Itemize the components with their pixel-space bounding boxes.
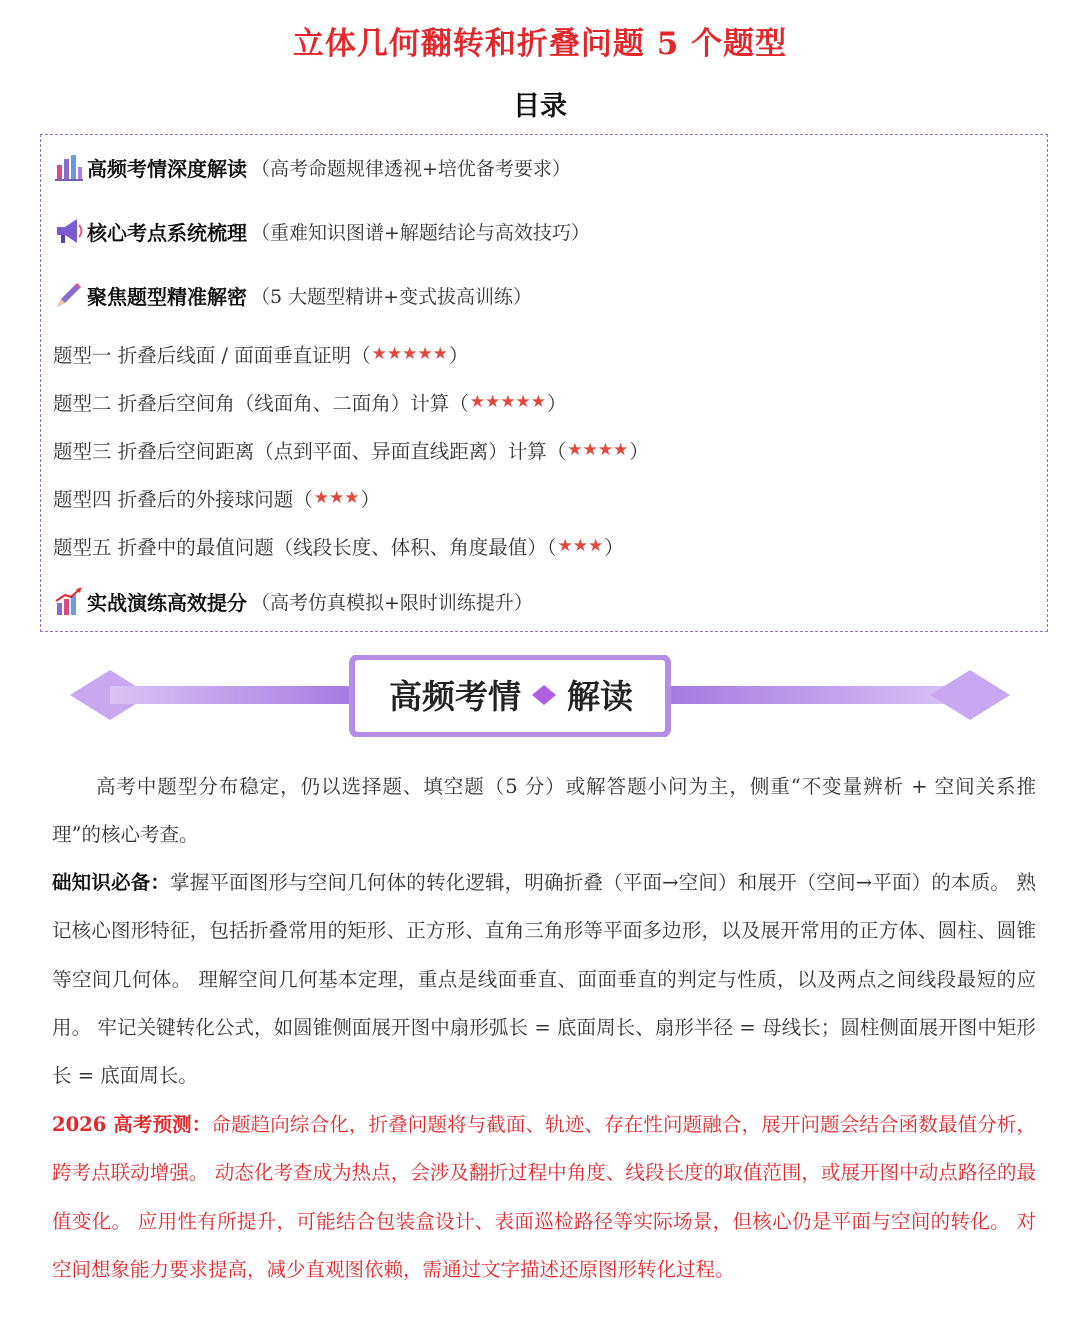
- banner-right-bar: [668, 686, 968, 704]
- star-icon: ★: [582, 439, 598, 460]
- star-icon: ★: [402, 343, 418, 364]
- banner-left-bar: [110, 686, 355, 704]
- difficulty-stars: [313, 487, 360, 508]
- star-icon: ★: [572, 535, 588, 556]
- topic-close: ）: [546, 392, 567, 415]
- toc-heading: 目录: [513, 91, 567, 122]
- toc-section-name: 聚焦题型精准解密: [87, 284, 247, 309]
- star-icon: ★: [484, 391, 501, 412]
- star-icon: ★: [386, 343, 403, 364]
- toc-section-analysis[interactable]: [53, 151, 571, 183]
- paragraph-lead: 础知识必备：: [52, 871, 171, 894]
- star-icon: ★: [530, 391, 546, 412]
- banner-right-diamond: [930, 670, 1010, 720]
- star-icon: ★: [469, 391, 485, 412]
- star-icon: ★: [515, 391, 531, 412]
- table-of-contents: [40, 134, 1048, 632]
- rising-chart-icon: [53, 585, 85, 617]
- star-icon: ★: [371, 343, 387, 364]
- star-icon: ★: [612, 439, 629, 460]
- topic-text: 题型一 折叠后线面 / 面面垂直证明（: [53, 344, 371, 367]
- topic-close: ）: [448, 344, 469, 367]
- topic-item-5[interactable]: [53, 532, 624, 560]
- paragraph-prediction: [52, 1101, 1036, 1294]
- star-icon: ★: [500, 391, 516, 412]
- topic-close: ）: [629, 440, 649, 463]
- banner-text-left: 高频考情: [389, 677, 521, 716]
- section-banner: [0, 655, 1080, 737]
- topic-close: ）: [360, 488, 380, 511]
- topic-text: 题型五 折叠中的最值问题（线段长度、体积、角度最值）（: [53, 536, 557, 559]
- topic-close: ）: [604, 536, 624, 559]
- star-icon: ★: [432, 343, 448, 364]
- toc-section-practice[interactable]: [53, 585, 533, 617]
- topic-text: 题型三 折叠后空间距离（点到平面、异面直线距离）计算（: [53, 440, 567, 463]
- star-icon: ★: [313, 487, 329, 508]
- toc-section-note: （5 大题型精讲+变式拔高训练）: [251, 285, 533, 308]
- toc-section-note: （高考命题规律透视+培优备考要求）: [251, 157, 571, 180]
- banner-text-right: 解读: [567, 677, 633, 716]
- star-icon: ★: [587, 535, 604, 556]
- paragraph-basics: [52, 859, 1036, 1100]
- topic-text: 题型四 折叠后的外接球问题（: [53, 488, 313, 511]
- paragraph-body: 命题趋向综合化，折叠问题将与截面、轨迹、存在性问题融合，展开问题会结合函数最值分析，跨考点联动增强。 动态化考查成为热点，会涉及翻折过程中角度、线段长度的取值范围，或展开图中动点路径的最值变化。 应用性有所提升，可能结合包装盒设计、表面巡检路径等实际场景，但核心仍是平面与空间的转化。 对空间想象能力要求提高，减少直观图依赖，需通过文字描述还原图形转化过程。: [52, 1113, 1036, 1281]
- star-icon: ★: [328, 487, 345, 508]
- star-icon: ★: [597, 439, 613, 460]
- megaphone-icon: [53, 215, 85, 247]
- topic-item-4[interactable]: [53, 484, 380, 512]
- toc-section-name: 高频考情深度解读: [87, 156, 247, 181]
- difficulty-stars: [567, 439, 629, 460]
- star-icon: ★: [344, 487, 360, 508]
- toc-section-knowledge[interactable]: [53, 215, 590, 247]
- toc-section-name: 实战演练高效提分: [87, 590, 247, 615]
- topic-item-2[interactable]: [53, 388, 566, 416]
- paragraph-overview: 高考中题型分布稳定，仍以选择题、填空题（5 分）或解答题小问为主，侧重“不变量辨析 + 空间关系推理”的核心考查。: [52, 775, 1036, 847]
- paragraph-body: 掌握平面图形与空间几何体的转化逻辑，明确折叠（平面→空间）和展开（空间→平面）的本质。 熟记核心图形特征，包括折叠常用的矩形、正方形、直角三角形等平面多边形，以及展开常用的正方体、圆柱、圆锥等空间几何体。 理解空间几何基本定理，重点是线面垂直、面面垂直的判定与性质，以及两点之间线段最短的应用。 牢记关键转化公式，如圆锥侧面展开图中扇形弧长 = 底面周长、扇形半径 = 母线长；圆柱侧面展开图中矩形长 = 底面周长。: [52, 871, 1036, 1088]
- difficulty-stars: [469, 391, 546, 412]
- topic-item-3[interactable]: [53, 436, 649, 464]
- topic-item-1[interactable]: [53, 340, 468, 368]
- toc-section-name: 核心考点系统梳理: [87, 220, 247, 245]
- pencil-icon: [53, 279, 85, 311]
- star-icon: ★: [567, 439, 583, 460]
- toc-section-topics[interactable]: [53, 279, 532, 311]
- toc-section-note: （高考仿真模拟+限时训练提升）: [251, 591, 533, 614]
- topic-text: 题型二 折叠后空间角（线面角、二面角）计算（: [53, 392, 469, 415]
- bar-chart-icon: [53, 151, 85, 183]
- difficulty-stars: [557, 535, 604, 556]
- toc-section-note: （重难知识图谱+解题结论与高效技巧）: [251, 221, 590, 244]
- star-icon: ★: [417, 343, 433, 364]
- document-title: 立体几何翻转和折叠问题 5 个题型: [292, 26, 788, 62]
- paragraph-lead: 2026 高考预测：: [52, 1113, 212, 1136]
- difficulty-stars: [371, 343, 448, 364]
- star-icon: ★: [557, 535, 573, 556]
